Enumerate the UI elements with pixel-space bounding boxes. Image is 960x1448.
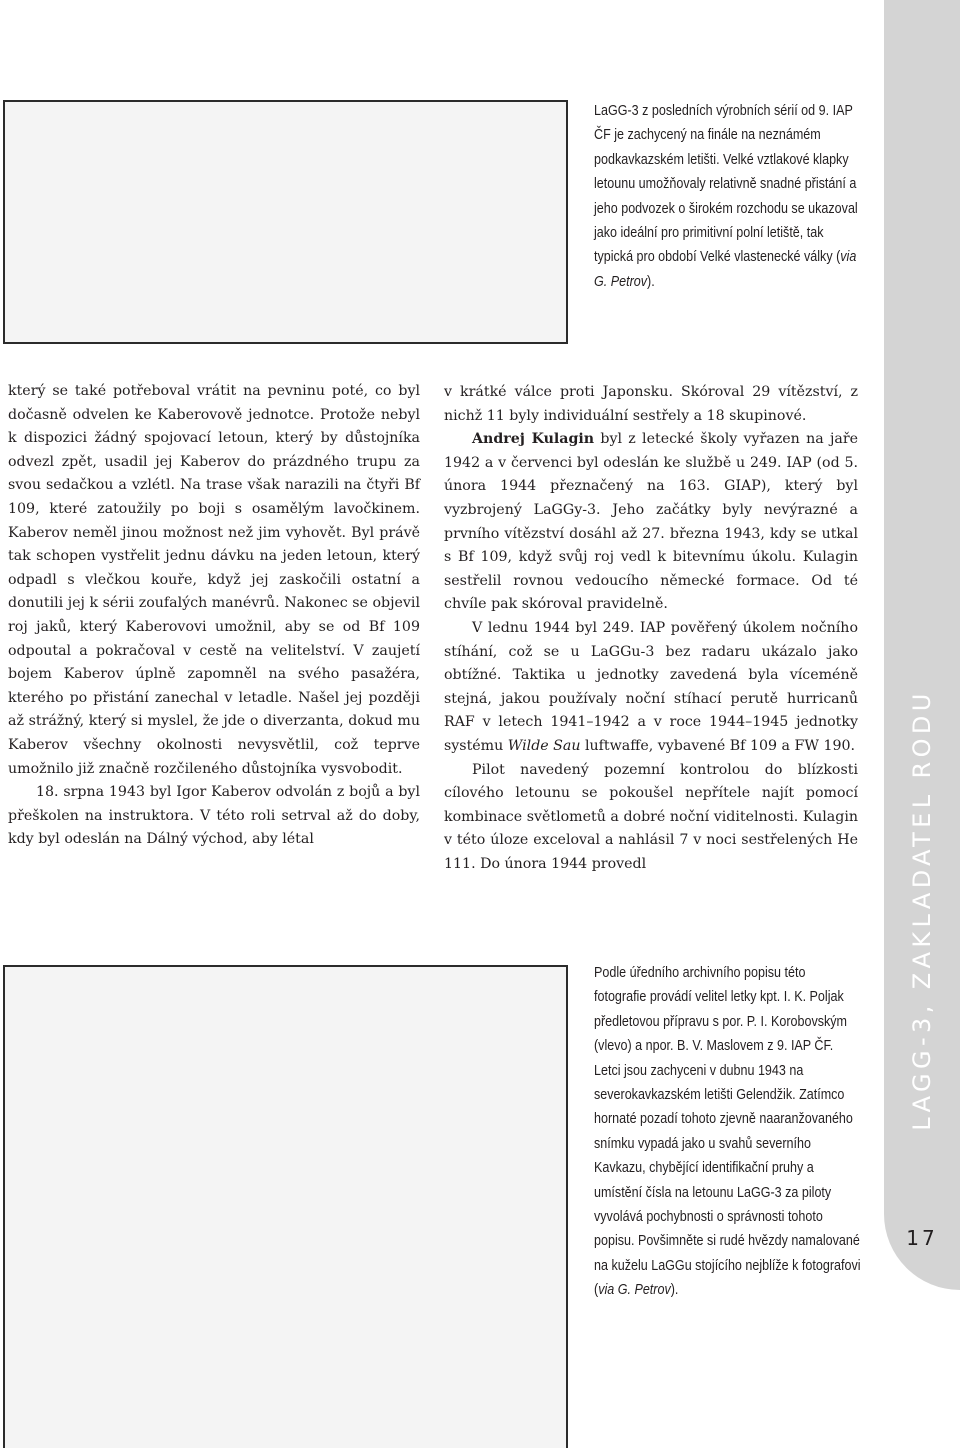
- caption-bottom-end: ).: [670, 1282, 679, 1299]
- page-number: 17: [906, 1226, 938, 1250]
- right-paragraph-4: Pilot navedený pozemní kontrolou do blízkosti cílového letounu se pokoušel nepřítele najít pomocí kombinace světlometů a dobré noční viditelnosti. Kulagin v této úloze exceloval a nahlásil 7 v noci sestřelených He 111. Do února 1944 provedl: [444, 761, 858, 872]
- left-paragraph-2: 18. srpna 1943 byl Igor Kaberov odvolán z bojů a byl přeškolen na instruktora. V této roli setrval až do doby, kdy byl odeslán na Dálný východ, aby létal: [8, 784, 420, 848]
- caption-bottom-text: Podle úředního archivního popisu této fotografie provádí velitel letky kpt. I. K. Poljak předletovou přípravu s por. P. I. Korobovským (vlevo) a npor. B. V. Maslovem z 9. IAP ČF. Letci jsou zachyceni v dubnu 1943 na severokavkazském letišti Gelendžik. Zatímco hornaté pozadí tohoto zjevně naaranžovaného snímku vypadá jako u svahů severního Kavkazu, chybějící identifikační pruhy a umístění čísla na letounu LaGG-3 za piloty vyvolává pochybnosti o správnosti tohoto popisu. Povšimněte si rudé hvězdy namalované na kuželu LaGGu stojícího nejblíže k fotografovi (: [594, 965, 861, 1299]
- left-paragraph-1: který se také potřeboval vrátit na pevninu poté, co byl dočasně odvelen ke Kaberovově jednotce. Protože nebyl k dispozici žádný spojovací letoun, který by důstojníka odvezl zpět, usadil jej Kaberov do prázdného trupu za svou sedačkou a vzlétl. Na trase však narazili na čtyři Bf 109, které zatoužily po boji s osamělým lavočkinem. Kaberov neměl jinou možnost než jim vyhovět. Byl právě tak schopen vystřelit jednu dávku na jeden letoun, který odpadl s vlečkou kouře, když jej zaskočili ostatní a donutili jej k sérii zoufalých manévrů. Nakonec se objevil roj jaků, který Kaberovovi umožnil, aby se od Bf 109 odpoutal a pokračoval v cestě na velitelství. V zaujetí bojem Kaberov úplně zapomněl na svého pasažéra, kterého po přistání zanechal v letadle. Našel jej později až strážný, který si myslel, že jde o diverzanta, dokud mu Kaberov všechny okolnosti nevysvětlil, což teprve umožnilo již značně rozčileného důstojníka vysvobodit.: [8, 383, 420, 777]
- caption-top-credit: via G. Petrov: [594, 249, 857, 290]
- right-paragraph-2: [444, 428, 858, 617]
- right-paragraph-3-start: V lednu 1944 byl 249. IAP pověřený úkolem nočního stíhání, což se u LaGGu-3 bez radaru ukázalo jako obtížné. Taktika u jednotky zavedená byla víceméně stejná, jakou používaly noční stíhací perutě hurricanů RAF v letech 1941–1942 a v roce 1944–1945 jednotky systému: [444, 619, 858, 754]
- right-paragraph-3-italic: Wilde Sau: [507, 737, 581, 754]
- right-paragraph-3: [444, 617, 858, 759]
- right-paragraph-2-text: byl z letecké školy vyřazen na jaře 1942 a v červenci byl odeslán ke službě u 249. IAP (od 5. února 1944 přeznačený na 163. GIAP), který byl vyzbrojený LaGGy-3. Jeho začátky byly nevýrazné a prvního vítězství dosáhl až 27. března 1943, kdy se utkal s Bf 109, když svůj roj vedl k bitevnímu úkolu. Kulagin sestřelil rovnou vedoucího německé formace. Od té chvíle pak skóroval pravidelně.: [444, 431, 859, 613]
- caption-top: [594, 99, 861, 294]
- chapter-title-text: LAGG-3, ZAKLADATEL RODU: [908, 689, 936, 1131]
- person-name: Andrej Kulagin: [472, 431, 595, 448]
- photo-bottom: [3, 965, 568, 1448]
- photo-top: [3, 100, 568, 344]
- right-column: [444, 381, 858, 876]
- caption-top-text: LaGG-3 z posledních výrobních sérií od 9. IAP ČF je zachycený na finále na neznámém podkavkazském letišti. Velké vztlakové klapky letounu umožňovaly relativně snadné přistání a jeho podvozek o širokém rozchodu se ukazoval jako ideální pro primitivní polní letiště, tak typická pro období Velké vlastenecké války (: [594, 103, 858, 266]
- right-paragraph-3-end: luftwaffe, vybavené Bf 109 a FW 190.: [580, 737, 856, 754]
- caption-top-end: ).: [647, 273, 655, 290]
- caption-bottom-credit: via G. Petrov: [598, 1282, 671, 1299]
- right-paragraph-1: v krátké válce proti Japonsku. Skóroval 29 vítězství, z nichž 11 byly individuální sestřely a 18 skupinové.: [444, 384, 858, 424]
- caption-bottom: [594, 961, 861, 1303]
- chapter-title-vertical: [884, 689, 960, 1131]
- left-column: [8, 380, 420, 852]
